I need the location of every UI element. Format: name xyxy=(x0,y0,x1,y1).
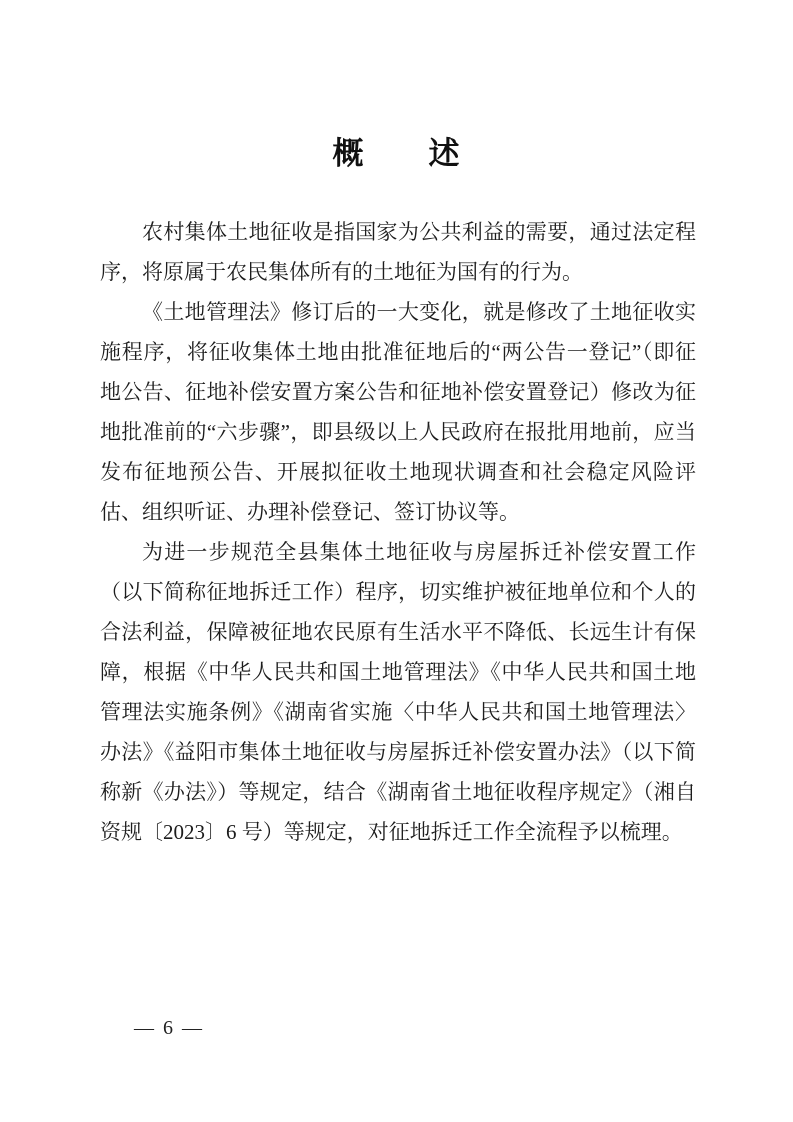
page-title: 概 述 xyxy=(332,136,461,171)
page-number: — 6 — xyxy=(134,1017,204,1039)
document-body xyxy=(100,212,696,852)
paragraph-intro: 农村集体土地征收是指国家为公共利益的需要，通过法定程序，将原属于农民集体所有的土地征为国有的行为。 xyxy=(100,220,696,284)
paragraph-regulations: 为进一步规范全县集体土地征收与房屋拆迁补偿安置工作（以下简称征地拆迁工作）程序，切实维护被征地单位和个人的合法利益，保障被征地农民原有生活水平不降低、长远生计有保障，根据《中华人民共和国土地管理法》《中华人民共和国土地管理法实施条例》《湖南省实施〈中华人民共和国土地管理法〉办法》《益阳市集体土地征收与房屋拆迁补偿安置办法》（以下简称新《办法》）等规定，结合《湖南省土地征收程序规定》（湘自资规〔2023〕6 号）等规定，对征地拆迁工作全流程予以梳理。 xyxy=(100,540,696,844)
paragraph-law-revision: 《土地管理法》修订后的一大变化，就是修改了土地征收实施程序，将征收集体土地由批准征地后的“两公告一登记”（即征地公告、征地补偿安置方案公告和征地补偿安置登记）修改为征地批准前的“六步骤”，即县级以上人民政府在报批用地前，应当发布征地预公告、开展拟征收土地现状调查和社会稳定风险评估、组织听证、办理补偿登记、签订协议等。 xyxy=(100,300,696,524)
